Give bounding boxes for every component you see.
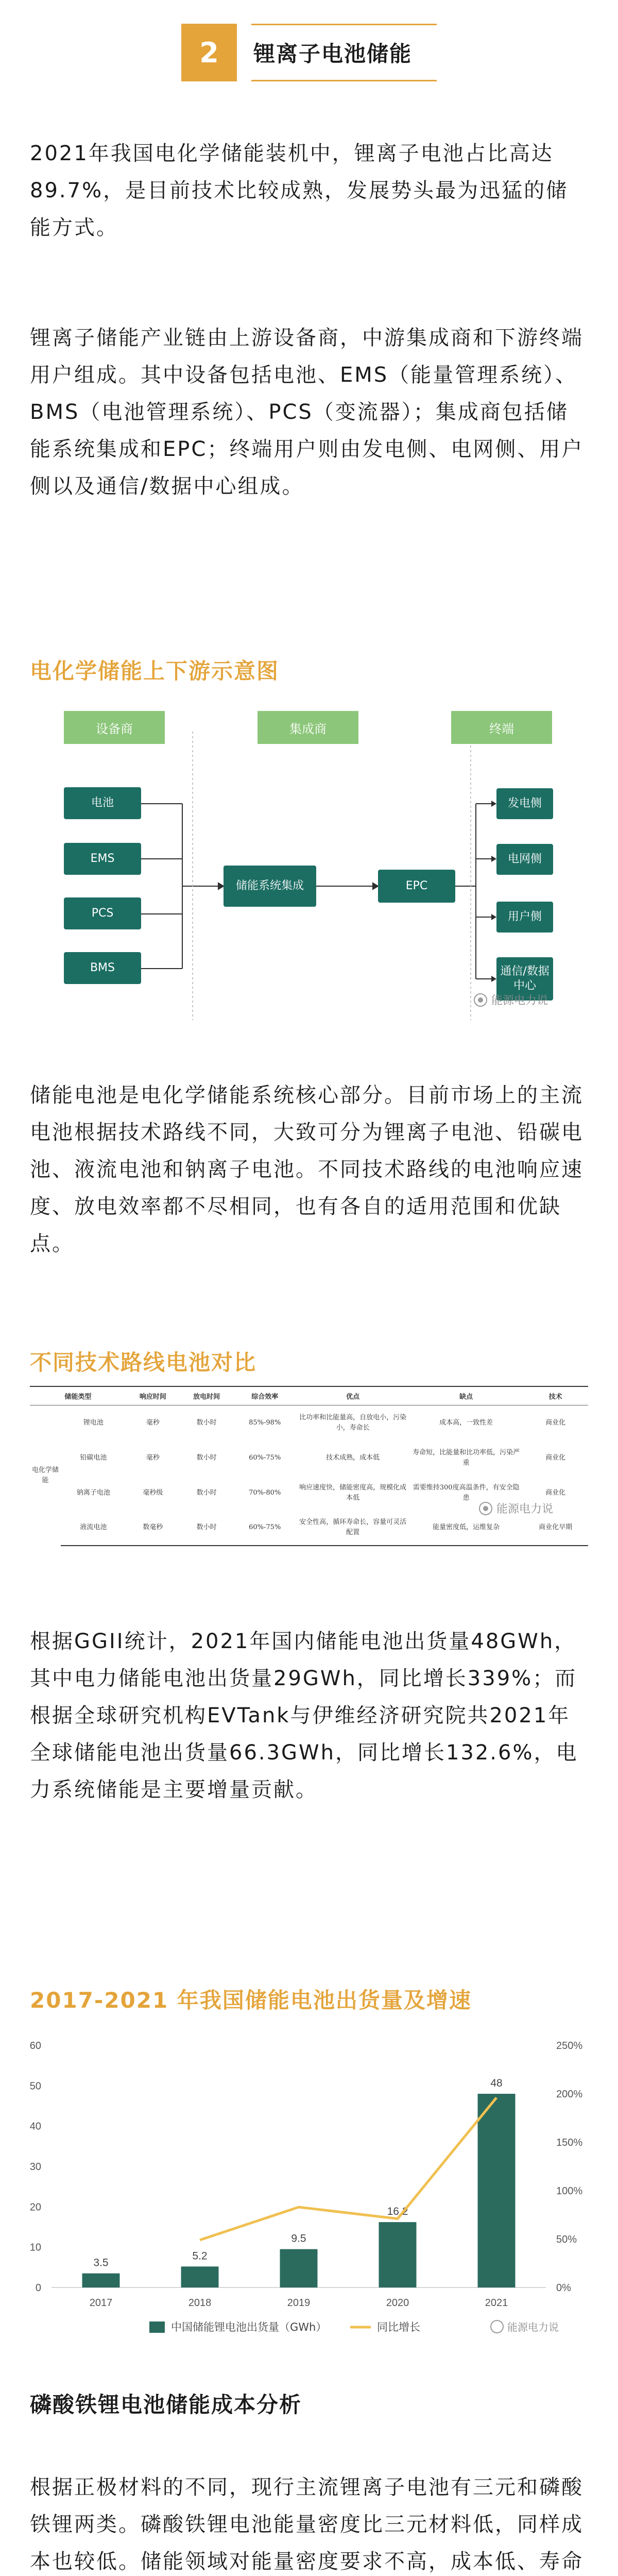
legend-label-line: 同比增长	[377, 2321, 420, 2333]
category-equipment: 设备商	[64, 711, 165, 744]
table-header-row	[30, 1386, 588, 1405]
cell: 商业化	[545, 1453, 566, 1462]
value-chain-diagram	[64, 711, 553, 1020]
node-epc: EPC	[378, 870, 455, 903]
group-label: 电化学储能	[32, 1466, 59, 1484]
y-right-tick-label: 0%	[556, 2282, 571, 2294]
cell: 比功率和比能量高，自放电小，污染小，寿命长	[299, 1413, 407, 1432]
node-generation-side: 发电侧	[496, 788, 553, 819]
th-cons: 缺点	[409, 1386, 523, 1405]
y-right-tick-label: 200%	[556, 2089, 583, 2100]
cell: 锂电池	[83, 1418, 104, 1427]
watermark-1	[474, 992, 548, 1008]
th-tech: 技术	[523, 1386, 588, 1405]
table-row	[30, 1405, 588, 1440]
bar	[478, 2094, 516, 2287]
th-response: 响应时间	[126, 1386, 180, 1405]
cell: 数小时	[196, 1488, 217, 1497]
watermark-text: 能源电力说	[491, 994, 548, 1007]
cell: 数小时	[180, 1511, 233, 1546]
paragraph-2: 锂离子储能产业链由上游设备商，中游集成商和下游终端用户组成。其中设备包括电池、EMS（能量管理系统）、BMS（电池管理系统）、PCS（变流器）；集成商包括储能系统集成和EPC；终端用户则由发电侧、电网侧、用户侧以及通信/数据中心组成。	[30, 326, 584, 498]
y-left-tick-label: 30	[29, 2161, 41, 2173]
paragraph-4: 根据GGII统计，2021年国内储能电池出货量48GWh，其中电力储能电池出货量29GWh，同比增长339%；而根据全球研究机构EVTank与伊维经济研究院共2021年全球储能电池出货量66.3GWh，同比增长132.6%，电力系统储能是主要增量贡献。	[30, 1630, 578, 1802]
cell: 数毫秒	[126, 1511, 180, 1546]
y-right-tick-label: 100%	[556, 2185, 583, 2197]
node-datacenter: 通信/数据中心	[496, 957, 553, 1001]
cell: 毫秒	[146, 1418, 160, 1427]
y-right-tick-label: 250%	[556, 2040, 583, 2052]
diagram-title: 电化学储能上下游示意图	[30, 658, 280, 684]
data-label: 5.2	[192, 2250, 208, 2262]
watermark-text: 能源电力说	[496, 1503, 554, 1516]
x-tick-label: 2021	[485, 2297, 508, 2309]
cost-section-title: 磷酸铁锂电池储能成本分析	[30, 2392, 302, 2417]
section-number: 2	[181, 24, 237, 81]
chart-title: 2017-2021 年我国储能电池出货量及增速	[30, 1988, 472, 2013]
data-label: 3.5	[93, 2257, 109, 2269]
cell: 成本高，一致性差	[439, 1418, 493, 1427]
node-pcs: PCS	[64, 897, 141, 929]
legend-swatch-bar	[149, 2321, 165, 2333]
data-label: 16.2	[387, 2206, 408, 2218]
x-tick-label: 2017	[89, 2297, 113, 2309]
y-left-tick-label: 60	[29, 2040, 41, 2052]
cell: 60%-75%	[249, 1453, 281, 1462]
cell: 商业化	[545, 1418, 566, 1427]
cell: 商业化早期	[523, 1511, 588, 1546]
cell: 钠离子电池	[76, 1488, 110, 1497]
cell: 寿命短，比能量和比功率低，污染严重	[413, 1448, 520, 1467]
paragraph-5: 根据正极材料的不同，现行主流锂离子电池有三元和磷酸铁锂两类。磷酸铁锂电池能量密度比三元材料低，同样成本也较低。储能领域对能量密度要求不高，成本低、寿命	[30, 2476, 583, 2573]
x-tick-label: 2019	[287, 2297, 311, 2309]
cell: 毫秒	[146, 1453, 160, 1462]
th-efficiency: 综合效率	[233, 1386, 296, 1405]
cell: 能量密度低，运维复杂	[409, 1511, 523, 1546]
y-left-tick-label: 10	[29, 2242, 41, 2253]
y-left-tick-label: 20	[29, 2201, 41, 2213]
y-right-tick-label: 50%	[556, 2234, 577, 2245]
shipment-chart	[15, 2035, 603, 2344]
growth-line	[200, 2098, 496, 2240]
node-grid-side: 电网侧	[496, 844, 553, 875]
watermark-logo-icon	[479, 1502, 492, 1515]
watermark-2	[479, 1500, 553, 1516]
cell: 70%-80%	[249, 1488, 281, 1497]
cell: 商业化	[545, 1488, 566, 1497]
bar	[82, 2274, 120, 2287]
section-header	[181, 24, 439, 81]
category-integrator: 集成商	[258, 711, 358, 744]
cell: 毫秒级	[143, 1488, 163, 1497]
watermark-logo-icon	[491, 2320, 503, 2333]
legend-label-bar: 中国储能锂电池出货量（GWh）	[171, 2321, 327, 2333]
cell: 数小时	[196, 1418, 217, 1427]
section-title: 锂离子电池储能	[253, 41, 413, 66]
node-system-integration: 储能系统集成	[224, 866, 316, 907]
cell: 铅碳电池	[80, 1453, 107, 1462]
cell: 安全性高，循环寿命长，容量可灵活配置	[296, 1511, 409, 1546]
x-tick-label: 2020	[386, 2297, 409, 2309]
cell: 需要维持300度高温条件，有安全隐患	[413, 1483, 520, 1502]
node-bms: BMS	[64, 952, 141, 984]
bar	[181, 2266, 219, 2287]
header-divider-bottom	[251, 80, 437, 81]
th-discharge: 放电时间	[180, 1386, 233, 1405]
node-user-side: 用户侧	[496, 902, 553, 933]
cell: 液流电池	[61, 1511, 126, 1546]
th-pros: 优点	[296, 1386, 409, 1405]
cell: 响应速度快，储能密度高，规模化成本低	[299, 1483, 407, 1502]
bar	[280, 2249, 318, 2287]
cell: 数小时	[196, 1453, 217, 1462]
x-tick-label: 2018	[188, 2297, 212, 2309]
y-left-tick-label: 0	[35, 2282, 41, 2294]
y-left-tick-label: 50	[29, 2080, 41, 2092]
data-label: 9.5	[291, 2232, 306, 2245]
table-row	[30, 1440, 588, 1476]
bar	[379, 2222, 417, 2287]
header-divider-top	[251, 24, 437, 25]
watermark-text: 能源电力说	[507, 2321, 559, 2333]
cell: 技术成熟，成本低	[326, 1453, 380, 1462]
cell: 85%-98%	[249, 1418, 281, 1427]
cell: 60%-75%	[233, 1511, 296, 1546]
category-terminal: 终端	[451, 711, 552, 744]
paragraph-1: 2021年我国电化学储能装机中，锂离子电池占比高达89.7%，是目前技术比较成熟，发展势头最为迅猛的储能方式。	[30, 142, 569, 240]
node-battery: 电池	[64, 787, 141, 819]
battery-comparison-table	[30, 1386, 588, 1556]
paragraph-3: 储能电池是电化学储能系统核心部分。目前市场上的主流电池根据技术路线不同，大致可分为锂离子电池、铅碳电池、液流电池和钠离子电池。不同技术路线的电池响应速度、放电效率都不尽相同，也有各自的适用范围和优缺点。	[30, 1083, 583, 1256]
data-label: 48	[490, 2077, 503, 2089]
y-right-tick-label: 150%	[556, 2137, 583, 2148]
chart-svg	[15, 2035, 603, 2344]
table-title: 不同技术路线电池对比	[30, 1350, 257, 1375]
y-left-tick-label: 40	[29, 2121, 41, 2132]
watermark-logo-icon	[474, 993, 487, 1007]
node-ems: EMS	[64, 843, 141, 875]
th-type: 储能类型	[30, 1386, 126, 1405]
